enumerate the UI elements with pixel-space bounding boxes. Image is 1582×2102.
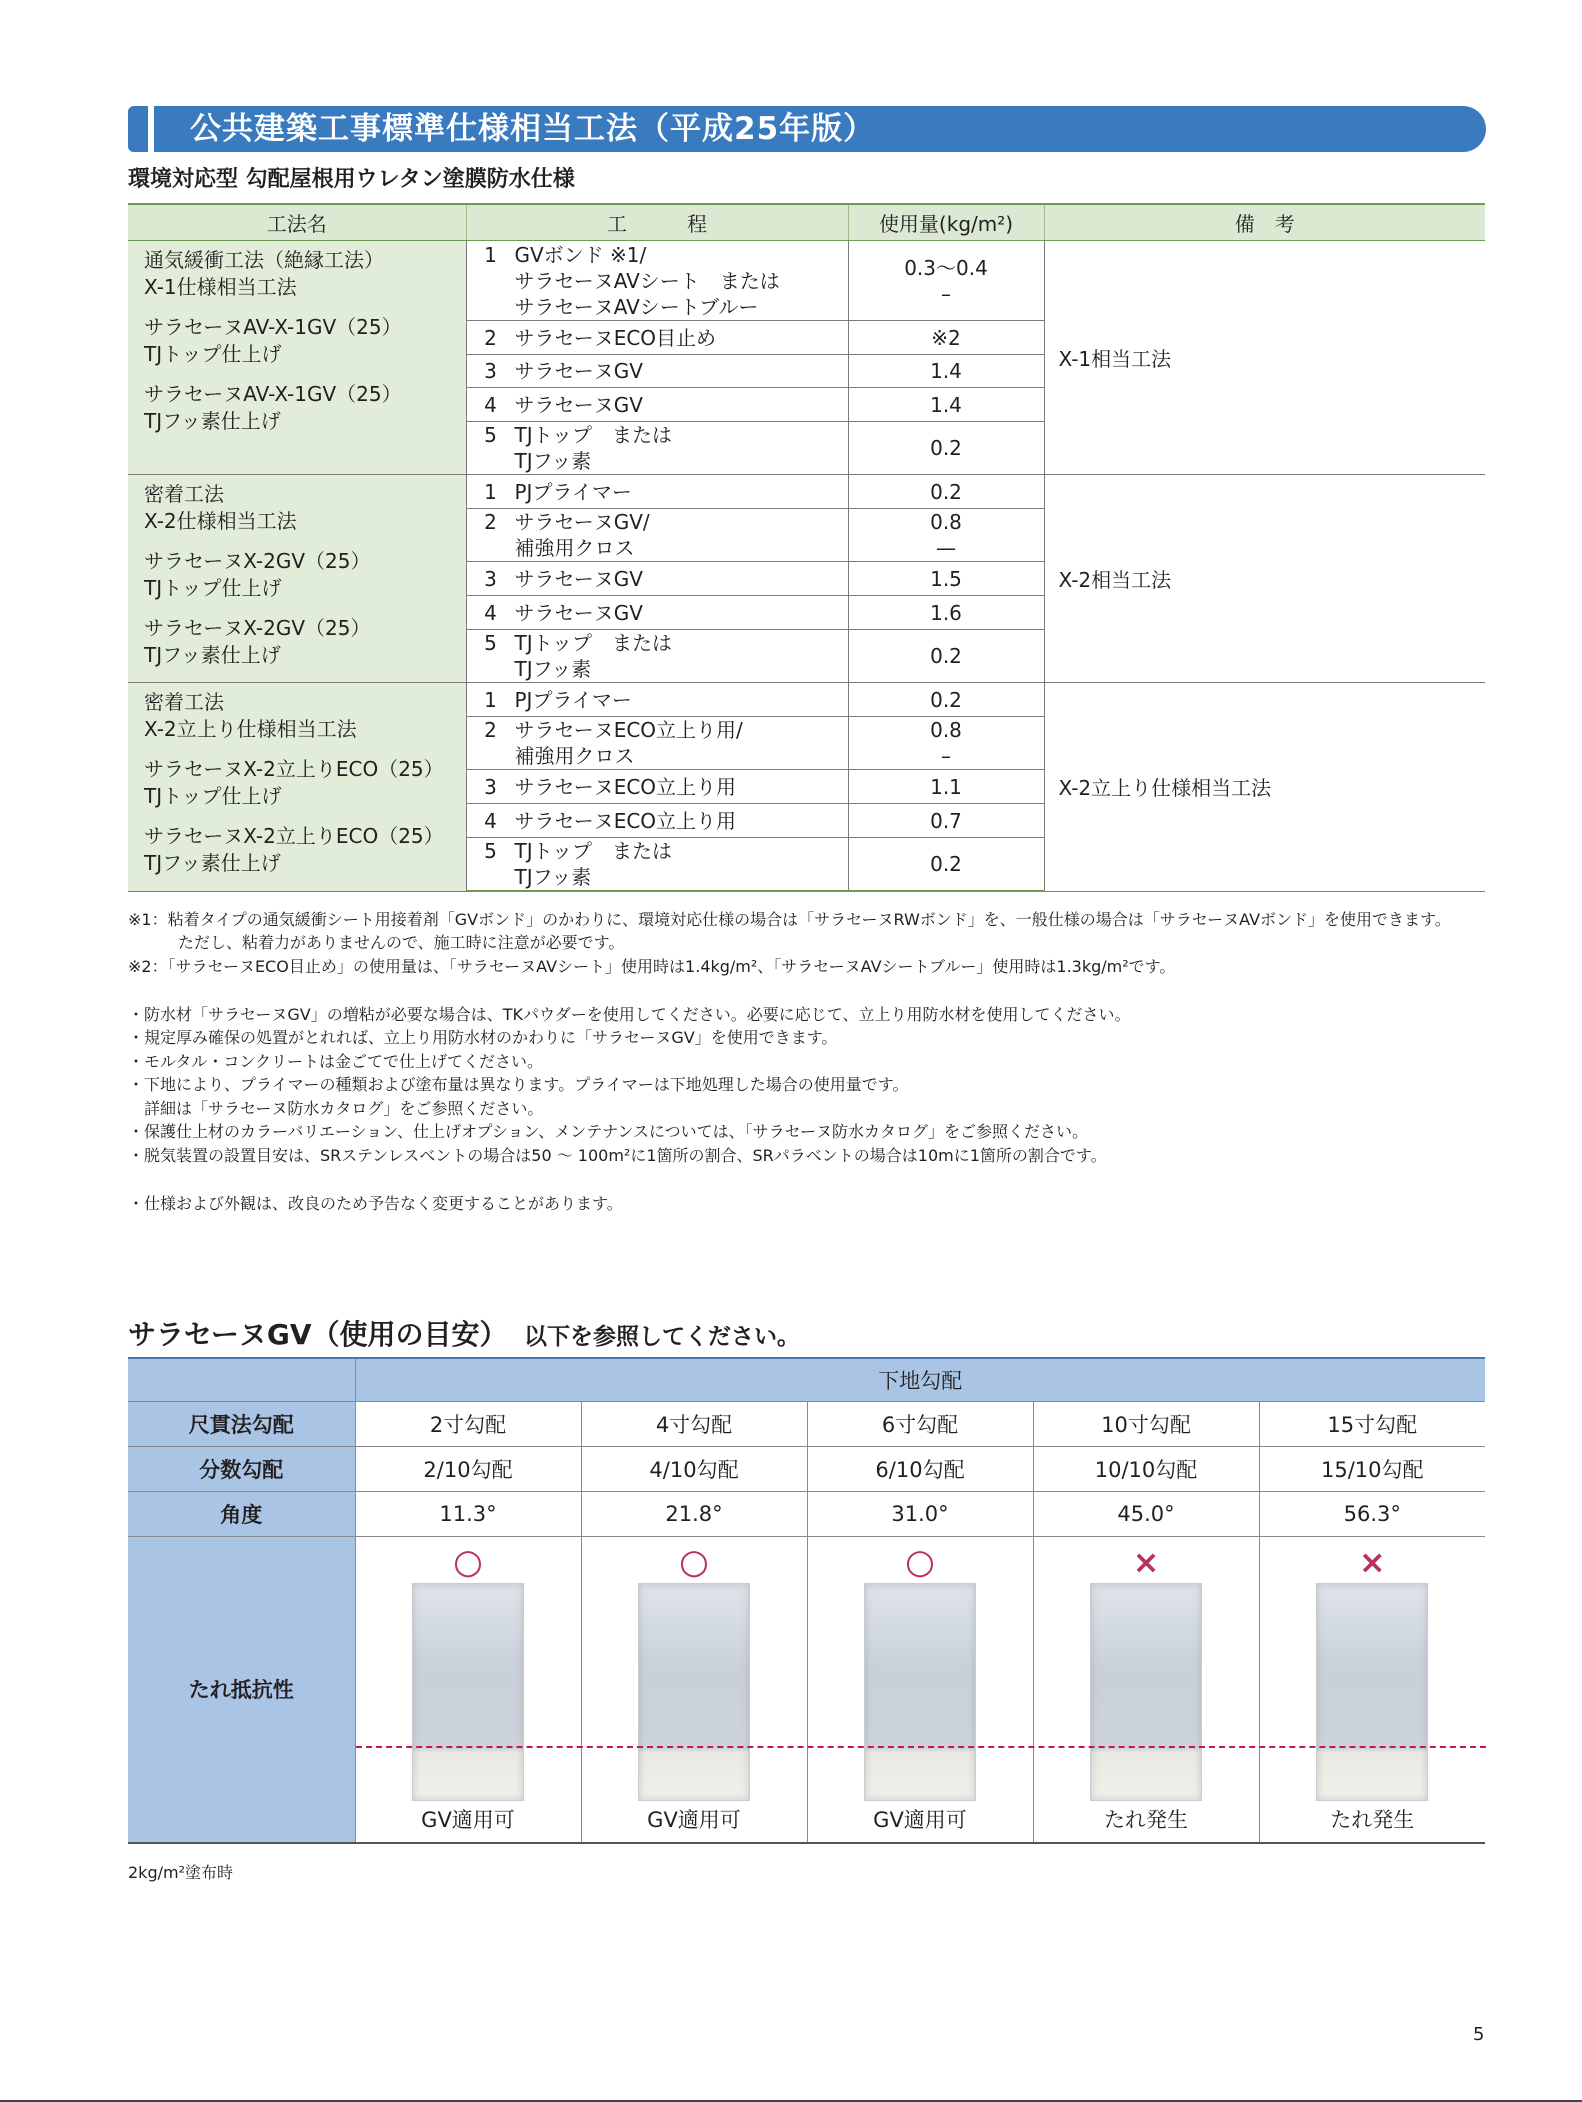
step-text: サラセーヌECO立上り用: [514, 774, 737, 799]
bullet-note: ・保護仕上材のカラーバリエーション、仕上げオプション、メンテナンスについては、「サラセーヌ防水カタログ」をご参照ください。: [128, 1122, 1089, 1141]
method-line: TJフッ素仕上げ: [144, 409, 281, 433]
cell-bunsu: 6/10勾配: [807, 1447, 1033, 1492]
step-text: サラセーヌECO立上り用/ 補強用クロス: [514, 718, 743, 768]
amount-value: 0.2: [930, 436, 962, 460]
sample-photo: [1316, 1583, 1428, 1801]
step-cell: [466, 804, 848, 838]
note-cell: X-2立上り仕様相当工法: [1044, 683, 1485, 892]
result-label: たれ発生: [1330, 1808, 1415, 1833]
sag-reference-line: [356, 1746, 1486, 1748]
header-amount: 使用量(kg/m²): [848, 204, 1044, 241]
amount-cell: [848, 422, 1044, 475]
amount-value: 1.4: [930, 359, 962, 383]
method-line: X-2立上り仕様相当工法: [144, 717, 357, 741]
section-subtitle: 環境対応型 勾配屋根用ウレタン塗膜防水仕様: [128, 167, 575, 192]
step-number: 3: [484, 566, 497, 591]
method-line: TJトップ仕上げ: [144, 576, 282, 600]
method-block: [144, 823, 466, 877]
row-label-shakkan: 尺貫法勾配: [128, 1402, 355, 1447]
step-text: サラセーヌGV: [514, 359, 643, 383]
method-block: [144, 314, 466, 368]
step-number: 5: [484, 839, 497, 863]
step-number: 3: [484, 774, 497, 799]
method-line: 通気緩衝工法（絶縁工法）: [144, 248, 384, 272]
step-number: 1: [484, 687, 497, 712]
amount-value: 1.6: [930, 600, 962, 625]
amount-cell: [848, 321, 1044, 355]
amount-value: 1.5: [930, 566, 962, 591]
footnote-2: ※2：「サラセーヌECO目止め」の使用量は、「サラセーヌAVシート」使用時は1.4kg/m²、「サラセーヌAVシートブルー」使用時は1.3kg/m²です。: [128, 957, 1176, 976]
method-line: X-2仕様相当工法: [144, 509, 297, 533]
amount-cell: [848, 241, 1044, 321]
step-text: サラセーヌGV: [514, 600, 643, 625]
spec-row: [128, 475, 1485, 509]
sag-test-cell: [807, 1537, 1033, 1843]
sample-photo: [1090, 1583, 1202, 1801]
note-cell: X-2相当工法: [1044, 475, 1485, 683]
amount-value: 1.1: [930, 774, 962, 799]
method-line: 密着工法: [144, 482, 224, 506]
method-line: サラセーヌX-2GV（25）: [144, 616, 371, 640]
method-cell: [128, 241, 466, 475]
amount-cell: [848, 717, 1044, 770]
sample-photo: [412, 1583, 524, 1801]
step-cell: [466, 388, 848, 422]
section-title: 公共建築工事標準仕様相当工法（平成25年版）: [190, 111, 876, 147]
spec-row: [128, 241, 1485, 321]
step-text: GVボンド ※1/ サラセーヌAVシート または サラセーヌAVシートブルー: [514, 242, 780, 319]
step-text: サラセーヌECO立上り用: [514, 808, 737, 833]
ng-mark-icon: ×: [1132, 1543, 1160, 1582]
spec-row: [128, 683, 1485, 717]
sample-photo: [638, 1583, 750, 1801]
method-line: サラセーヌAV-X-1GV（25）: [144, 382, 402, 406]
ok-mark-icon: ○: [679, 1542, 709, 1583]
method-block: [144, 689, 466, 743]
cell-angle: 11.3°: [355, 1492, 581, 1537]
method-block: [144, 615, 466, 669]
method-line: X-1仕様相当工法: [144, 275, 297, 299]
footnote-1: ※1：粘着タイプの通気緩衝シート用接着剤「GVボンド」のかわりに、環境対応仕様の場合は「サラセーヌRWボンド」を、一般仕様の場合は「サラセーヌAVボンド」を使用できます。: [128, 910, 1451, 929]
method-line: サラセーヌX-2立上りECO（25）: [144, 757, 444, 781]
spec-header-row: [128, 204, 1485, 241]
step-number: 3: [484, 359, 497, 383]
row-label-bunsu: 分数勾配: [128, 1447, 355, 1492]
method-line: サラセーヌX-2GV（25）: [144, 549, 371, 573]
cell-shakkan: 6寸勾配: [807, 1402, 1033, 1447]
sag-test-cell: [1259, 1537, 1485, 1843]
amount-value: 0.2: [930, 852, 962, 876]
cell-bunsu: 4/10勾配: [581, 1447, 807, 1492]
cell-bunsu: 15/10勾配: [1259, 1447, 1485, 1492]
step-text: TJトップ または TJフッ素: [514, 423, 673, 473]
gv-header-row: [128, 1358, 1485, 1402]
method-line: サラセーヌX-2立上りECO（25）: [144, 824, 444, 848]
step-cell: [466, 683, 848, 717]
amount-value: 0.3～0.4 –: [904, 255, 988, 306]
bullet-note: ・規定厚み確保の処置がとれれば、立上り用防水材のかわりに「サラセーヌGV」を使用できます。: [128, 1028, 838, 1047]
banner-separator: [148, 106, 154, 152]
bullet-note: ・防水材「サラセーヌGV」の増粘が必要な場合は、TKパウダーを使用してください。必要に応じて、立上り用防水材を使用してください。: [128, 1005, 1131, 1024]
step-text: サラセーヌECO目止め: [514, 325, 717, 350]
amount-cell: [848, 388, 1044, 422]
method-line: TJフッ素仕上げ: [144, 643, 281, 667]
result-label: GV適用可: [421, 1808, 515, 1833]
sag-test-cell: [355, 1537, 581, 1843]
step-cell: [466, 355, 848, 388]
amount-cell: [848, 596, 1044, 630]
method-cell: [128, 683, 466, 892]
cell-bunsu: 10/10勾配: [1033, 1447, 1259, 1492]
method-line: TJトップ仕上げ: [144, 342, 282, 366]
gv-row-bunsu: [128, 1447, 1485, 1492]
step-number: 4: [484, 392, 497, 417]
step-number: 2: [484, 325, 497, 350]
bullet-note: 詳細は「サラセーヌ防水カタログ」をご参照ください。: [128, 1099, 544, 1118]
sag-test-cell: [1033, 1537, 1259, 1843]
result-label: GV適用可: [873, 1808, 967, 1833]
step-cell: [466, 838, 848, 892]
header-process: 工 程: [466, 204, 848, 241]
step-text: PJプライマー: [514, 479, 632, 504]
amount-value: 0.2: [930, 644, 962, 668]
page-number: 5: [1473, 2024, 1485, 2045]
amount-cell: [848, 804, 1044, 838]
step-cell: [466, 770, 848, 804]
step-cell: [466, 596, 848, 630]
step-number: 1: [484, 242, 497, 267]
sag-test-cell: [581, 1537, 807, 1843]
step-text: サラセーヌGV: [514, 392, 643, 417]
row-label-resistance: たれ抵抗性: [128, 1537, 355, 1843]
bullet-note: ・下地により、プライマーの種類および塗布量は異なります。プライマーは下地処理した場合の使用量です。: [128, 1075, 909, 1094]
step-cell: [466, 241, 848, 321]
method-block: [144, 548, 466, 602]
amount-value: 0.2: [930, 687, 962, 712]
step-number: 4: [484, 600, 497, 625]
method-block: [144, 756, 466, 810]
cell-bunsu: 2/10勾配: [355, 1447, 581, 1492]
step-text: TJトップ または TJフッ素: [514, 839, 673, 889]
cell-angle: 56.3°: [1259, 1492, 1485, 1537]
cell-angle: 45.0°: [1033, 1492, 1259, 1537]
header-note: 備 考: [1044, 204, 1485, 241]
amount-cell: [848, 770, 1044, 804]
step-text: TJトップ または TJフッ素: [514, 631, 673, 681]
method-line: TJトップ仕上げ: [144, 784, 282, 808]
cell-shakkan: 4寸勾配: [581, 1402, 807, 1447]
step-cell: [466, 321, 848, 355]
cell-shakkan: 2寸勾配: [355, 1402, 581, 1447]
cell-angle: 21.8°: [581, 1492, 807, 1537]
gv-table: [128, 1357, 1485, 1844]
amount-cell: [848, 838, 1044, 892]
step-text: サラセーヌGV: [514, 566, 643, 591]
step-cell: [466, 475, 848, 509]
spec-table: [128, 203, 1485, 892]
step-number: 5: [484, 631, 497, 655]
step-number: 2: [484, 510, 497, 534]
banner-edge: [128, 106, 144, 152]
method-line: サラセーヌAV-X-1GV（25）: [144, 315, 402, 339]
amount-cell: [848, 475, 1044, 509]
amount-cell: [848, 509, 1044, 562]
result-label: たれ発生: [1104, 1808, 1188, 1833]
step-cell: [466, 509, 848, 562]
amount-value: 0.2: [930, 479, 962, 504]
amount-cell: [848, 683, 1044, 717]
step-number: 1: [484, 479, 497, 504]
gv-corner: [128, 1358, 355, 1402]
amount-value: 0.8 —: [930, 510, 962, 560]
method-cell: [128, 475, 466, 683]
amount-cell: [848, 630, 1044, 683]
step-number: 4: [484, 808, 497, 833]
amount-value: ※2: [931, 325, 961, 350]
method-block: [144, 247, 466, 301]
method-block: [144, 481, 466, 535]
ok-mark-icon: ○: [905, 1542, 935, 1583]
amount-value: 1.4: [930, 392, 962, 417]
step-cell: [466, 562, 848, 596]
step-cell: [466, 422, 848, 475]
gv-row-shakkan: [128, 1402, 1485, 1447]
method-block: [144, 381, 466, 435]
cell-shakkan: 10寸勾配: [1033, 1402, 1259, 1447]
step-text: PJプライマー: [514, 687, 632, 712]
result-label: GV適用可: [647, 1808, 741, 1833]
cell-angle: 31.0°: [807, 1492, 1033, 1537]
amount-value: 0.8 –: [930, 718, 962, 768]
footnote-1b: ただし、粘着力がありませんので、施工時に注意が必要です。: [178, 933, 625, 952]
spec-body: [128, 241, 1485, 892]
amount-cell: [848, 562, 1044, 596]
gv-row-angle: [128, 1492, 1485, 1537]
cell-shakkan: 15寸勾配: [1259, 1402, 1485, 1447]
method-line: TJフッ素仕上げ: [144, 851, 281, 875]
gv-footnote: 2kg/m²塗布時: [128, 1863, 233, 1882]
step-cell: [466, 717, 848, 770]
bullet-note: ・モルタル・コンクリートは金ごてで仕上げてください。: [128, 1052, 544, 1071]
step-number: 5: [484, 423, 497, 447]
gv-header: 下地勾配: [355, 1358, 1485, 1402]
amount-value: 0.7: [930, 808, 962, 833]
amount-cell: [848, 355, 1044, 388]
gv-title: サラセーヌGV（使用の目安）: [128, 1318, 508, 1351]
ng-mark-icon: ×: [1358, 1543, 1386, 1582]
gv-subtitle: 以下を参照してください。: [524, 1324, 800, 1350]
ok-mark-icon: ○: [453, 1542, 483, 1583]
step-text: サラセーヌGV/ 補強用クロス: [514, 510, 650, 560]
step-cell: [466, 630, 848, 683]
disclaimer: ・仕様および外観は、改良のため予告なく変更することがあります。: [128, 1194, 623, 1213]
header-method: 工法名: [128, 204, 466, 241]
bullet-note: ・脱気装置の設置目安は、SRステンレスベントの場合は50 ～ 100m²に1箇所の割合、SRパラベントの場合は10mに1箇所の割合です。: [128, 1146, 1107, 1165]
note-cell: X-1相当工法: [1044, 241, 1485, 475]
step-number: 2: [484, 718, 497, 742]
sample-photo: [864, 1583, 976, 1801]
row-label-angle: 角度: [128, 1492, 355, 1537]
method-line: 密着工法: [144, 690, 224, 714]
gv-row-resistance: [128, 1537, 1485, 1843]
